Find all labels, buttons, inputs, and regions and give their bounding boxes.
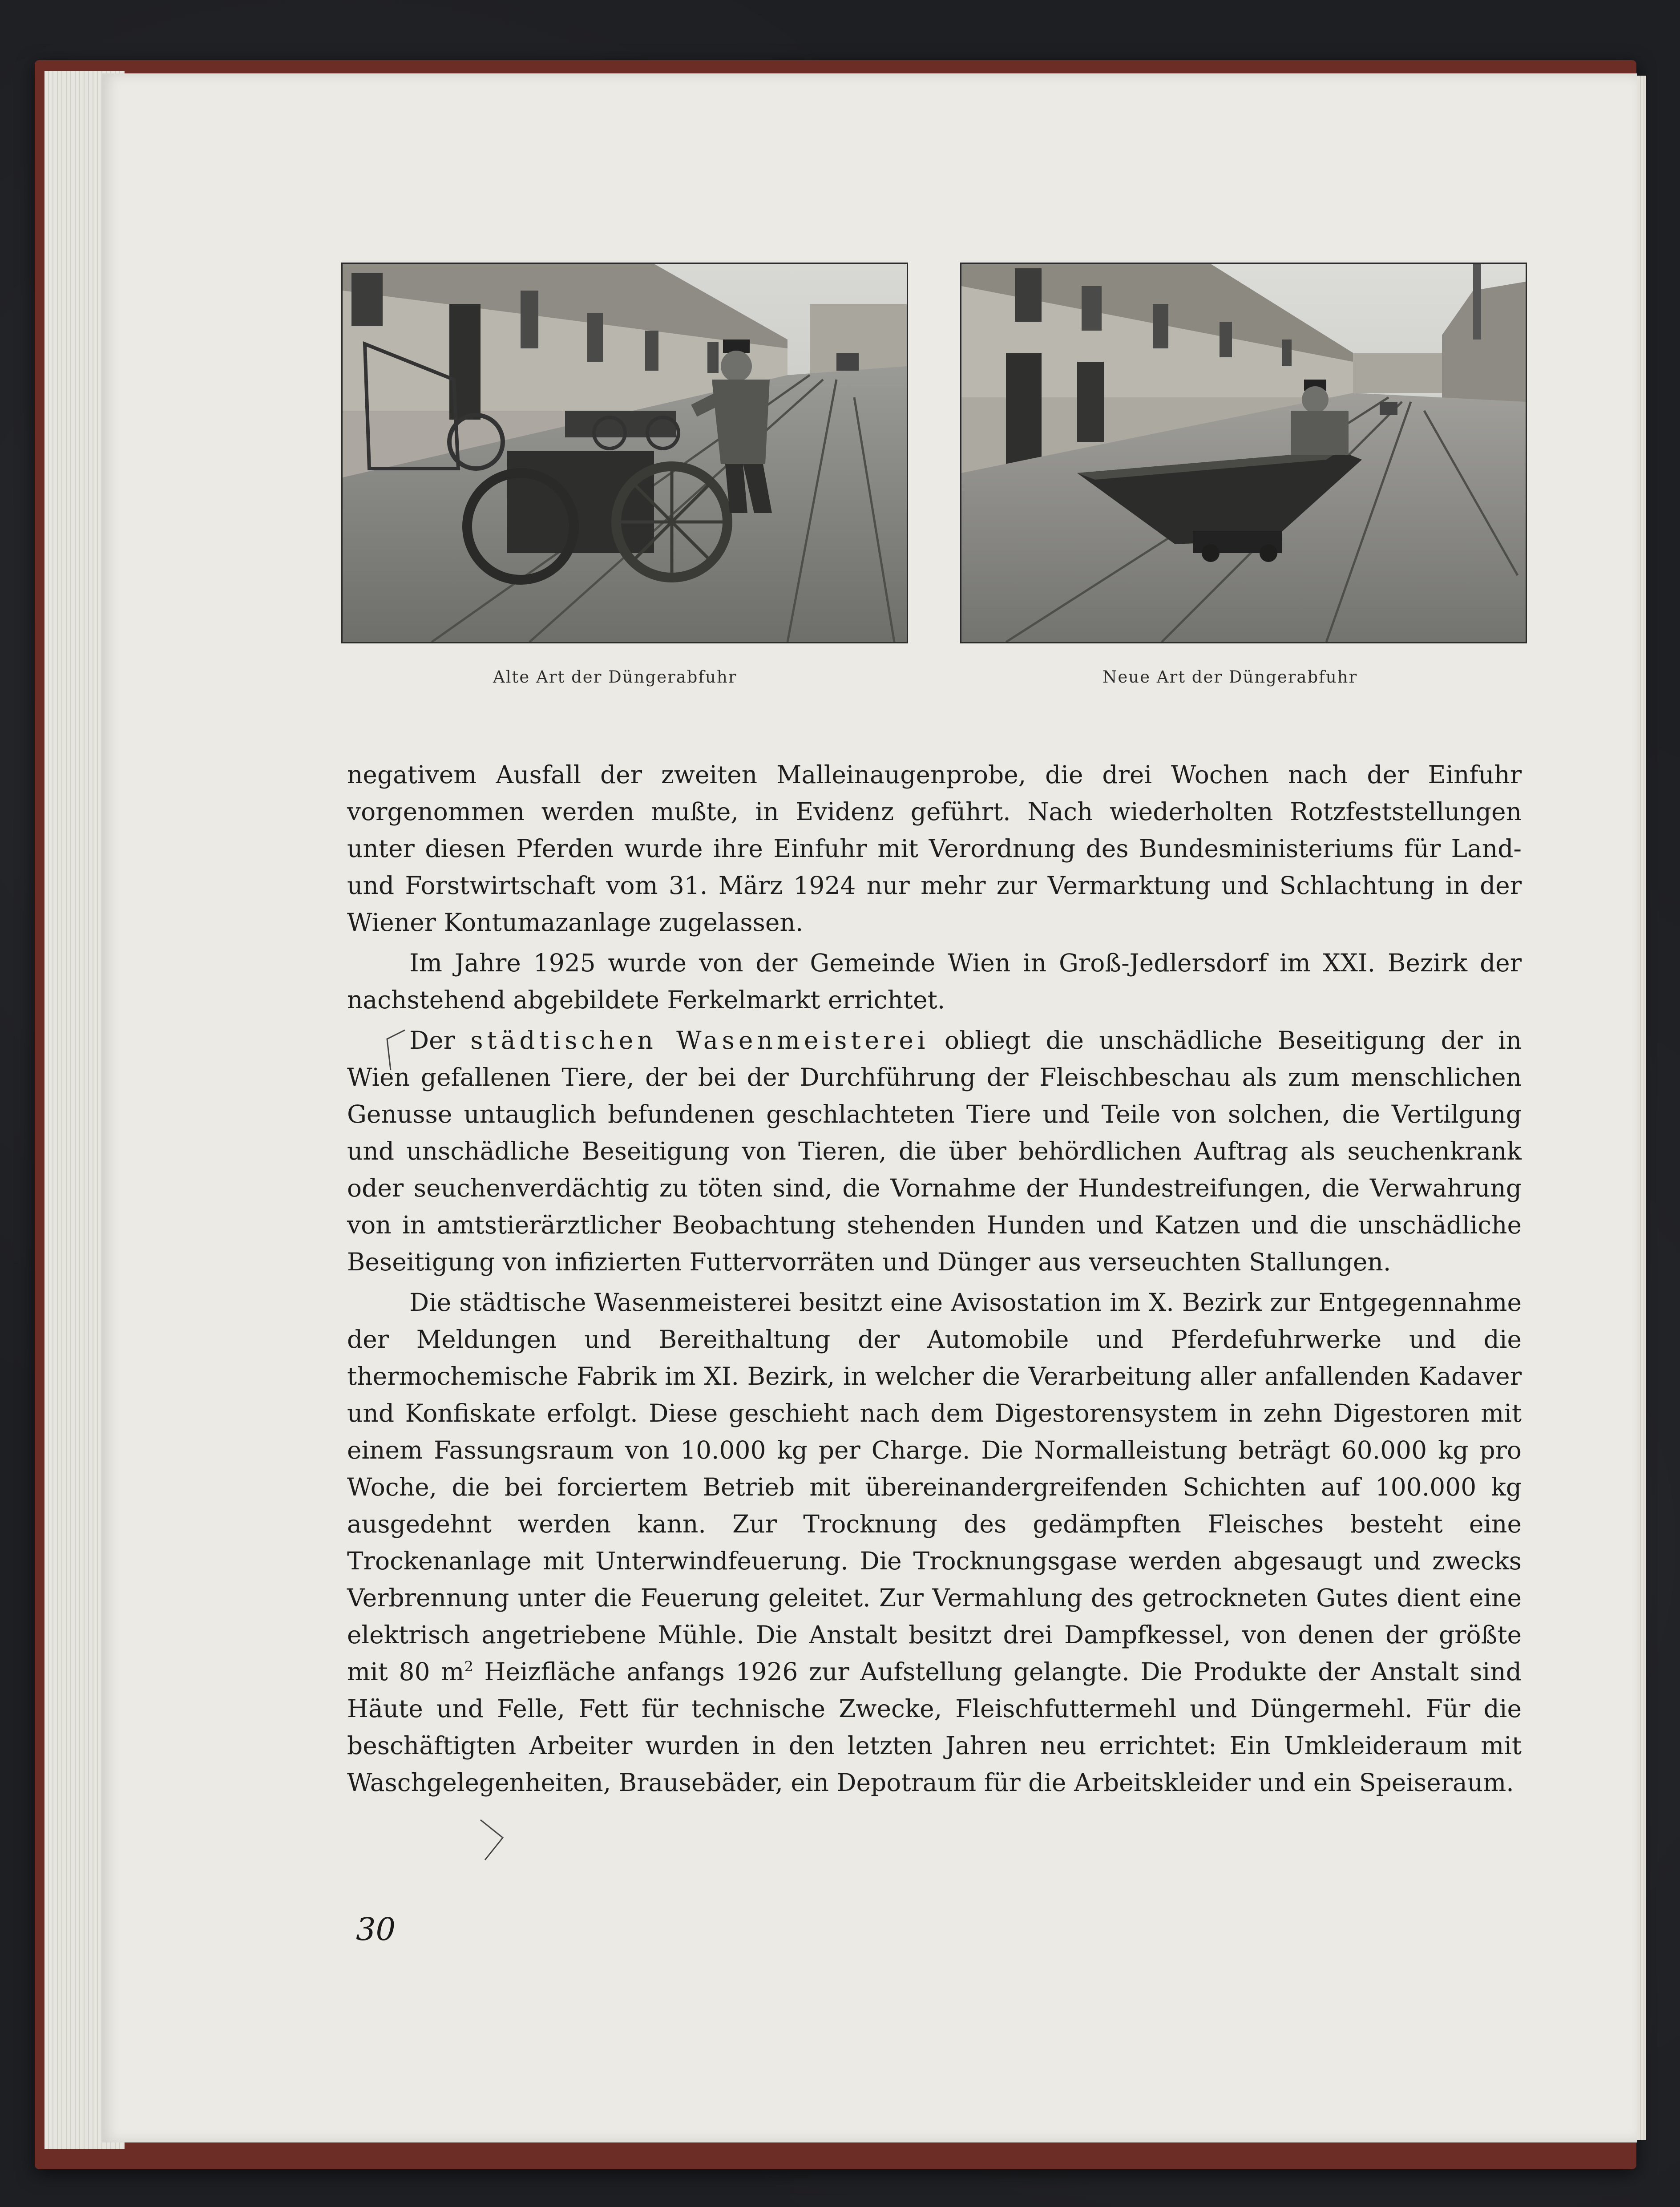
paragraph-3-rest: obliegt die unschädliche Beseitigung der in Wien gefallenen Tiere, der bei der Durchführung der Fleischbeschau als zum menschlichen Genusse untauglich befundenen geschlachteten Tiere und Teile von solchen, die Vertilgung und unschädliche Beseitigung von Tieren, die über behördlichen Auftrag als seuchenkrank oder seuchenverdächtig zu töten sind, die Vornahme der Hundestreifungen, die Verwahrung von in amtstierärztlicher Beobachtung stehenden Hunden und Katzen und die unschädliche Beseitigung von infizierten Futtervorräten und Dünger aus verseuchten Stallungen. (347, 1026, 1522, 1276)
caption-right: Neue Art der Düngerabfuhr (1102, 667, 1358, 687)
page-number: 30 (356, 1911, 396, 1948)
photo-old-dung-cart (341, 263, 908, 643)
paragraph-3-spaced: städtischen Wasenmeisterei (470, 1026, 929, 1055)
paragraph-4-part-a: Die städtische Wasenmeisterei besitzt eine Avisostation im X. Bezirk zur Entgegennahme der Meldungen und Bereithaltung der Automobile und Pferdefuhrwerke und die thermochemische Fabrik im XI. Bezirk, in welcher die Verarbeitung aller anfallenden Kadaver und Konfiskate erfolgt. Diese geschieht nach dem Digestorensystem in zehn Digestoren mit einem Fassungsraum von 10.000 kg per Charge. Die Normalleistung beträgt 60.000 kg pro Woche, die bei forciertem Betrieb mit übereinandergreifenden Schichten auf 100.000 kg ausgedehnt werden kann. Zur Trocknung des gedämpften Fleisches besteht eine Trockenanlage mit Unterwindfeuerung. Die Trocknungsgase werden abgesaugt und zwecks Verbrennung unter die Feuerung geleitet. Zur Vermahlung des getrockneten Gutes dient eine elektrisch angetriebene Mühle. Die Anstalt besitzt drei Dampfkessel, von denen der größte mit 80 m (347, 1288, 1522, 1686)
body-text (347, 756, 1522, 1805)
paragraph-4-superscript: 2 (464, 1658, 473, 1675)
paragraph-4 (347, 1284, 1522, 1801)
paragraph-2: Im Jahre 1925 wurde von der Gemeinde Wien in Groß-Jedlersdorf im XXI. Bezirk der nachstehend abgebildete Ferkelmarkt errichtet. (347, 949, 1522, 1014)
paragraph-3-lead: Der (409, 1026, 471, 1055)
paragraph-4-part-b: Heizfläche anfangs 1926 zur Aufstellung gelangte. Die Produkte der Anstalt sind Häute und Felle, Fett für technische Zwecke, Fleischfuttermehl und Düngermehl. Für die beschäftigten Arbeiter wurden in den letzten Jahren neu errichtet: Ein Umkleideraum mit Waschgelegenheiten, Brausebäder, ein Depotraum für die Arbeitskleider und ein Speiseraum. (347, 1657, 1522, 1797)
pencil-bracket-mark (378, 1026, 414, 1075)
caption-left: Alte Art der Düngerabfuhr (493, 667, 737, 687)
paragraph-3 (347, 1022, 1522, 1281)
paragraph-1: negativem Ausfall der zweiten Malleinaugenprobe, die drei Wochen nach der Einfuhr vorgenommen werden mußte, in Evidenz geführt. Nach wiederholten Rotzfeststellungen unter diesen Pferden wurde ihre Einfuhr mit Verordnung des Bundesministeriums für Land- und Forstwirtschaft vom 31. März 1924 nur mehr zur Vermarktung und Schlachtung in der Wiener Kontumazanlage zugelassen. (347, 760, 1522, 937)
pencil-end-mark (476, 1815, 516, 1864)
photo-new-dung-trolley (960, 263, 1527, 643)
